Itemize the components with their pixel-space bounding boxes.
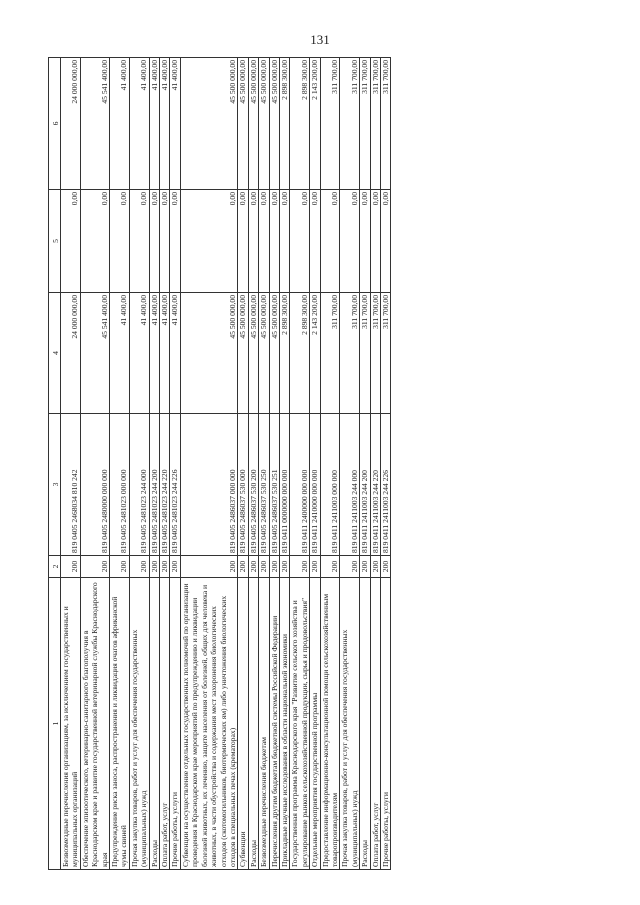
row-name-cell: Безвозмездные перечисления бюджетам bbox=[259, 578, 269, 870]
row-approved-cell: 41 400,00 bbox=[110, 293, 130, 414]
row-remainder-cell: 2 898 300,00 bbox=[279, 58, 289, 190]
row-executed-cell: 0,00 bbox=[80, 190, 109, 293]
row-name-cell: Расходы bbox=[248, 578, 258, 870]
row-line-code-cell: 200 bbox=[269, 556, 279, 578]
row-name-cell: Субвенции на осуществление отдельных государственных полномочий по организации проведения в Краснодарском крае мероприятий по предупреждению и ликвидации болезней животных, их лечению, защите населения от болезней, общих для человека и животных, в части обустройства и содержания мест захоронения биологических отходов (скотомогильников, биотермических ям) либо уничтожения биологических отходов в специальных печах (крематорах) bbox=[180, 578, 237, 870]
row-name-cell: Субвенции bbox=[238, 578, 248, 870]
row-name-cell: Оплата работ, услуг bbox=[370, 578, 380, 870]
row-name-cell: Расходы bbox=[149, 578, 159, 870]
table-row bbox=[290, 58, 310, 870]
row-name-cell: Обеспечение эпизоотического, ветеринарно-санитарного благополучия в Краснодарском крае и развитие государственной ветеринарной службы Краснодарского края bbox=[80, 578, 109, 870]
row-line-code-cell: 200 bbox=[279, 556, 289, 578]
row-budget-code-cell: 819 0411 2411003 244 000 bbox=[340, 414, 360, 556]
row-executed-cell: 0,00 bbox=[340, 190, 360, 293]
row-budget-code-cell: 819 0411 2411003 244 200 bbox=[360, 414, 370, 556]
row-line-code-cell: 200 bbox=[149, 556, 159, 578]
row-remainder-cell: 45 500 000,00 bbox=[259, 58, 269, 190]
table-row bbox=[340, 58, 360, 870]
row-executed-cell: 0,00 bbox=[160, 190, 170, 293]
table-row bbox=[370, 58, 380, 870]
row-executed-cell: 0,00 bbox=[110, 190, 130, 293]
row-line-code-cell: 200 bbox=[290, 556, 310, 578]
row-line-code-cell: 200 bbox=[340, 556, 360, 578]
row-remainder-cell: 311 700,00 bbox=[370, 58, 380, 190]
row-approved-cell: 311 700,00 bbox=[320, 293, 340, 414]
table-row bbox=[180, 58, 237, 870]
table-row bbox=[80, 58, 109, 870]
column-header: 5 bbox=[49, 190, 61, 293]
row-name-cell: Перечисления другим бюджетам бюджетной системы Российской Федерации bbox=[269, 578, 279, 870]
column-header: 6 bbox=[49, 58, 61, 190]
row-remainder-cell: 24 000 000,00 bbox=[61, 58, 81, 190]
row-budget-code-cell: 819 0411 2400000 000 000 bbox=[290, 414, 310, 556]
row-budget-code-cell: 819 0405 2486037 530 250 bbox=[259, 414, 269, 556]
row-approved-cell: 2 143 200,00 bbox=[310, 293, 320, 414]
row-executed-cell: 0,00 bbox=[360, 190, 370, 293]
table-body bbox=[61, 58, 391, 870]
row-remainder-cell: 2 143 200,00 bbox=[310, 58, 320, 190]
row-line-code-cell: 200 bbox=[180, 556, 237, 578]
row-executed-cell: 0,00 bbox=[269, 190, 279, 293]
row-approved-cell: 41 400,00 bbox=[160, 293, 170, 414]
row-approved-cell: 2 898 300,00 bbox=[290, 293, 310, 414]
row-budget-code-cell: 819 0405 2481023 244 226 bbox=[170, 414, 180, 556]
row-approved-cell: 41 400,00 bbox=[129, 293, 149, 414]
row-name-cell: Прочая закупка товаров, работ и услуг для обеспечения государственных (муниципальных) нужд bbox=[340, 578, 360, 870]
budget-table bbox=[48, 57, 391, 870]
row-remainder-cell: 311 700,00 bbox=[381, 58, 391, 190]
column-header: 3 bbox=[49, 414, 61, 556]
table-row bbox=[61, 58, 81, 870]
row-name-cell: Прикладные научные исследования в области национальной экономики bbox=[279, 578, 289, 870]
row-executed-cell: 0,00 bbox=[180, 190, 237, 293]
row-approved-cell: 311 700,00 bbox=[381, 293, 391, 414]
row-approved-cell: 45 500 000,00 bbox=[248, 293, 258, 414]
column-header: 2 bbox=[49, 556, 61, 578]
row-approved-cell: 45 500 000,00 bbox=[238, 293, 248, 414]
row-executed-cell: 0,00 bbox=[238, 190, 248, 293]
row-executed-cell: 0,00 bbox=[370, 190, 380, 293]
table-row bbox=[248, 58, 258, 870]
row-budget-code-cell: 819 0411 2410000 000 000 bbox=[310, 414, 320, 556]
row-executed-cell: 0,00 bbox=[310, 190, 320, 293]
table-row bbox=[238, 58, 248, 870]
row-line-code-cell: 200 bbox=[80, 556, 109, 578]
row-line-code-cell: 200 bbox=[381, 556, 391, 578]
row-executed-cell: 0,00 bbox=[381, 190, 391, 293]
row-line-code-cell: 200 bbox=[310, 556, 320, 578]
row-executed-cell: 0,00 bbox=[320, 190, 340, 293]
row-name-cell: Отдельные мероприятия государственной программы bbox=[310, 578, 320, 870]
row-approved-cell: 311 700,00 bbox=[370, 293, 380, 414]
row-budget-code-cell: 819 0405 2486037 530 000 bbox=[238, 414, 248, 556]
table-row bbox=[259, 58, 269, 870]
row-executed-cell: 0,00 bbox=[259, 190, 269, 293]
page-number: 131 bbox=[310, 32, 330, 47]
row-name-cell: Предупреждение риска заноса, распространения и ликвидация очагов африканской чумы свиней bbox=[110, 578, 130, 870]
table-row bbox=[360, 58, 370, 870]
row-name-cell: Прочая закупка товаров, работ и услуг для обеспечения государственных (муниципальных) нужд bbox=[129, 578, 149, 870]
row-line-code-cell: 200 bbox=[110, 556, 130, 578]
row-budget-code-cell: 819 0405 2486037 000 000 bbox=[180, 414, 237, 556]
row-name-cell: Государственная программа Краснодарского края "Развитие сельского хозяйства и регулирование рынков сельскохозяйственной продукции, сырья и продовольствия" bbox=[290, 578, 310, 870]
table-header-row bbox=[49, 58, 61, 870]
row-approved-cell: 2 898 300,00 bbox=[279, 293, 289, 414]
row-line-code-cell: 200 bbox=[370, 556, 380, 578]
row-name-cell: Прочие работы, услуги bbox=[381, 578, 391, 870]
row-approved-cell: 24 000 000,00 bbox=[61, 293, 81, 414]
row-remainder-cell: 41 400,00 bbox=[129, 58, 149, 190]
row-budget-code-cell: 819 0405 2486037 530 251 bbox=[269, 414, 279, 556]
row-line-code-cell: 200 bbox=[248, 556, 258, 578]
row-budget-code-cell: 819 0411 0000000 000 000 bbox=[279, 414, 289, 556]
row-executed-cell: 0,00 bbox=[290, 190, 310, 293]
row-name-cell: Оплата работ, услуг bbox=[160, 578, 170, 870]
row-name-cell: Расходы bbox=[360, 578, 370, 870]
row-approved-cell: 45 541 400,00 bbox=[80, 293, 109, 414]
row-executed-cell: 0,00 bbox=[248, 190, 258, 293]
row-approved-cell: 311 700,00 bbox=[360, 293, 370, 414]
column-header: 4 bbox=[49, 293, 61, 414]
row-approved-cell: 41 400,00 bbox=[149, 293, 159, 414]
row-line-code-cell: 200 bbox=[360, 556, 370, 578]
row-remainder-cell: 45 541 400,00 bbox=[80, 58, 109, 190]
row-remainder-cell: 311 700,00 bbox=[320, 58, 340, 190]
row-remainder-cell: 45 500 000,00 bbox=[248, 58, 258, 190]
row-remainder-cell: 41 400,00 bbox=[110, 58, 130, 190]
row-remainder-cell: 45 500 000,00 bbox=[180, 58, 237, 190]
row-line-code-cell: 200 bbox=[238, 556, 248, 578]
row-approved-cell: 41 400,00 bbox=[170, 293, 180, 414]
row-line-code-cell: 200 bbox=[320, 556, 340, 578]
row-budget-code-cell: 819 0405 2481023 244 000 bbox=[129, 414, 149, 556]
table-row bbox=[149, 58, 159, 870]
column-header: 1 bbox=[49, 578, 61, 870]
row-budget-code-cell: 819 0405 2481023 244 200 bbox=[149, 414, 159, 556]
row-executed-cell: 0,00 bbox=[61, 190, 81, 293]
table-row bbox=[279, 58, 289, 870]
row-remainder-cell: 45 500 000,00 bbox=[238, 58, 248, 190]
row-executed-cell: 0,00 bbox=[170, 190, 180, 293]
row-remainder-cell: 45 500 000,00 bbox=[269, 58, 279, 190]
row-budget-code-cell: 819 0405 2486037 530 200 bbox=[248, 414, 258, 556]
row-remainder-cell: 311 700,00 bbox=[340, 58, 360, 190]
row-budget-code-cell: 819 0405 2468034 810 242 bbox=[61, 414, 81, 556]
row-name-cell: Безвозмездные перечисления организациям, за исключением государственных и муниципальных организаций bbox=[61, 578, 81, 870]
row-remainder-cell: 41 400,00 bbox=[160, 58, 170, 190]
row-approved-cell: 45 500 000,00 bbox=[180, 293, 237, 414]
row-remainder-cell: 311 700,00 bbox=[360, 58, 370, 190]
row-approved-cell: 45 500 000,00 bbox=[259, 293, 269, 414]
row-remainder-cell: 2 898 300,00 bbox=[290, 58, 310, 190]
table-row bbox=[269, 58, 279, 870]
table-row bbox=[160, 58, 170, 870]
row-approved-cell: 311 700,00 bbox=[340, 293, 360, 414]
row-approved-cell: 45 500 000,00 bbox=[269, 293, 279, 414]
row-name-cell: Предоставление информационно-консультационной помощи сельскохозяйственным товаропроизводителям bbox=[320, 578, 340, 870]
row-line-code-cell: 200 bbox=[160, 556, 170, 578]
row-budget-code-cell: 819 0411 2411003 244 220 bbox=[370, 414, 380, 556]
row-remainder-cell: 41 400,00 bbox=[170, 58, 180, 190]
table-row bbox=[310, 58, 320, 870]
table-row bbox=[170, 58, 180, 870]
row-remainder-cell: 41 400,00 bbox=[149, 58, 159, 190]
row-line-code-cell: 200 bbox=[170, 556, 180, 578]
row-budget-code-cell: 819 0405 2481023 000 000 bbox=[110, 414, 130, 556]
rotated-table-container bbox=[48, 58, 608, 870]
row-budget-code-cell: 819 0405 2480000 000 000 bbox=[80, 414, 109, 556]
row-budget-code-cell: 819 0405 2481023 244 220 bbox=[160, 414, 170, 556]
row-line-code-cell: 200 bbox=[129, 556, 149, 578]
row-line-code-cell: 200 bbox=[259, 556, 269, 578]
table-row bbox=[381, 58, 391, 870]
row-budget-code-cell: 819 0411 2411003 244 226 bbox=[381, 414, 391, 556]
row-budget-code-cell: 819 0411 2411003 000 000 bbox=[320, 414, 340, 556]
table-row bbox=[320, 58, 340, 870]
row-line-code-cell: 200 bbox=[61, 556, 81, 578]
row-executed-cell: 0,00 bbox=[129, 190, 149, 293]
table-row bbox=[129, 58, 149, 870]
row-name-cell: Прочие работы, услуги bbox=[170, 578, 180, 870]
table-row bbox=[110, 58, 130, 870]
row-executed-cell: 0,00 bbox=[149, 190, 159, 293]
row-executed-cell: 0,00 bbox=[279, 190, 289, 293]
